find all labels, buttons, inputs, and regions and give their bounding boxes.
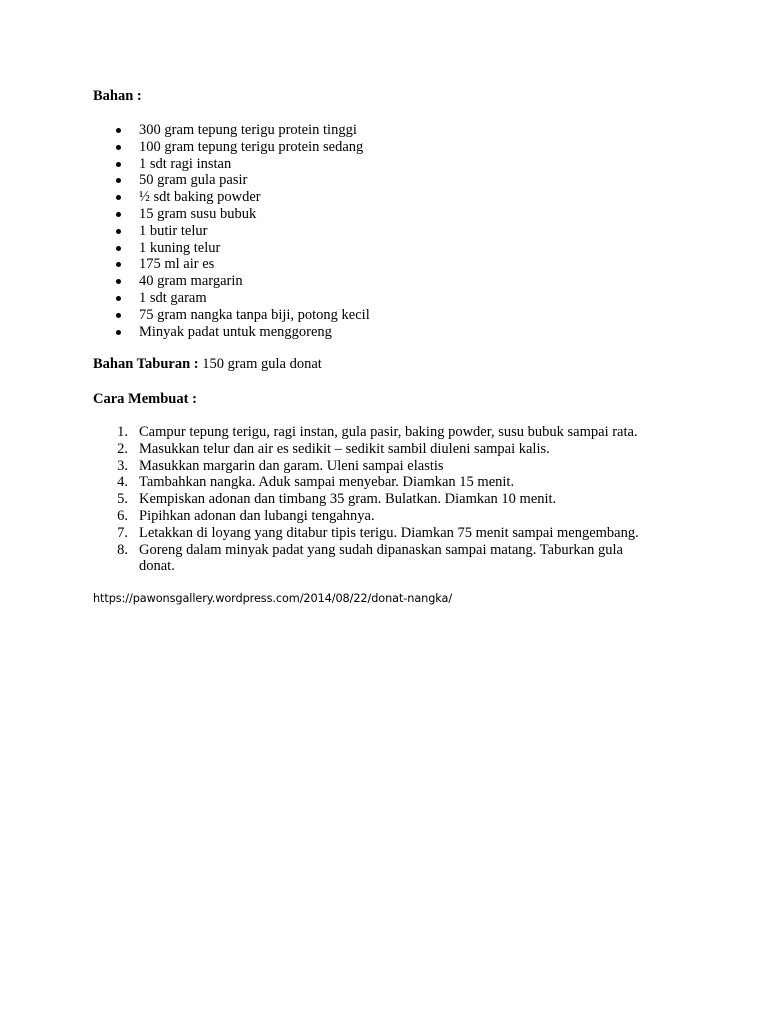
taburan-value: 150 gram gula donat [198, 356, 322, 372]
bullet-icon [116, 145, 121, 150]
step-number: 8. [117, 541, 128, 558]
step-8-continuation: donat. [139, 558, 175, 575]
cara-heading: Cara Membuat : [93, 391, 197, 407]
step-number: 6. [117, 507, 128, 524]
step-text: Masukkan telur dan air es sedikit – sedikit sambil diuleni sampai kalis. [139, 440, 550, 457]
step-text: Tambahkan nangka. Aduk sampai menyebar. Diamkan 15 menit. [139, 474, 515, 491]
bullet-icon [116, 296, 121, 301]
bullet-icon [116, 313, 121, 318]
step-number: 1. [117, 424, 128, 440]
bullet-icon [116, 195, 121, 200]
step-number: 7. [117, 524, 128, 541]
step-number: 4. [117, 474, 128, 491]
bullet-icon [116, 229, 121, 234]
step-number: 2. [117, 440, 128, 457]
step-text: Kempiskan adonan dan timbang 35 gram. Bulatkan. Diamkan 10 menit. [139, 491, 557, 508]
bullet-icon [116, 246, 121, 251]
step-text: Pipihkan adonan dan lubangi tengahnya. [139, 507, 375, 524]
bullet-icon [116, 128, 121, 133]
step-number: 3. [117, 457, 128, 474]
source-url: https://pawonsgallery.wordpress.com/2014/08/22/donat-nangka/ [93, 592, 453, 605]
bullet-icon [116, 279, 121, 284]
taburan-line [93, 356, 322, 373]
step-text: Goreng dalam minyak padat yang sudah dipanaskan sampai matang. Taburkan gula [139, 541, 623, 558]
step-text: Letakkan di loyang yang ditabur tipis terigu. Diamkan 75 menit sampai mengembang. [139, 524, 639, 541]
taburan-label: Bahan Taburan : [93, 356, 199, 372]
document-page: Bahan : 300 gram tepung terigu protein tinggi 100 gram tepung terigu protein sedang 1 sdt ragi instan 50 gram gula pasir ½ sdt baking powder 15 gram susu bubuk 1 butir telur 1 kuning telur 175 ml air es 40 gram margarin 1 sdt garam 75 gram nangka tanpa biji, potong kecil Minyak padat untuk menggoreng Bahan Taburan : 150 gram gula donat Cara Membuat : 1. Campur tepung terigu, ragi instan, gula pasir, baking powder, susu bubuk sampai rata. 2. Masukkan telur dan air es sedikit – sedikit sambil diuleni sampai kalis. 3. Masukkan margarin dan garam. Uleni sampai elastis 4. Tambahkan nangka. Aduk sampai menyebar. Diamkan 15 menit. 5. Kempiskan adonan dan timbang 35 gram. Bulatkan. Diamkan 10 menit. 6. Pipihkan adonan dan lubangi tengahnya. 7. Letakkan di loyang yang ditabur tipis terigu. Diamkan 75 menit sampai mengembang. 8. Goreng dalam minyak padat yang sudah dipanaskan sampai matang. Taburkan gula donat. https://pawonsgallery.wordpress.com/2014/08/22/donat-nangka/ [93, 88, 639, 605]
step-text: Masukkan margarin dan garam. Uleni sampai elastis [139, 457, 444, 474]
bullet-icon [116, 330, 121, 335]
bullet-icon [116, 262, 121, 267]
step-number: 5. [117, 491, 128, 508]
bullet-icon [116, 212, 121, 217]
bahan-heading: Bahan : [93, 88, 142, 104]
bullet-icon [116, 162, 121, 167]
bullet-icon [116, 178, 121, 183]
step-text: Campur tepung terigu, ragi instan, gula pasir, baking powder, susu bubuk sampai rata. [139, 424, 638, 440]
